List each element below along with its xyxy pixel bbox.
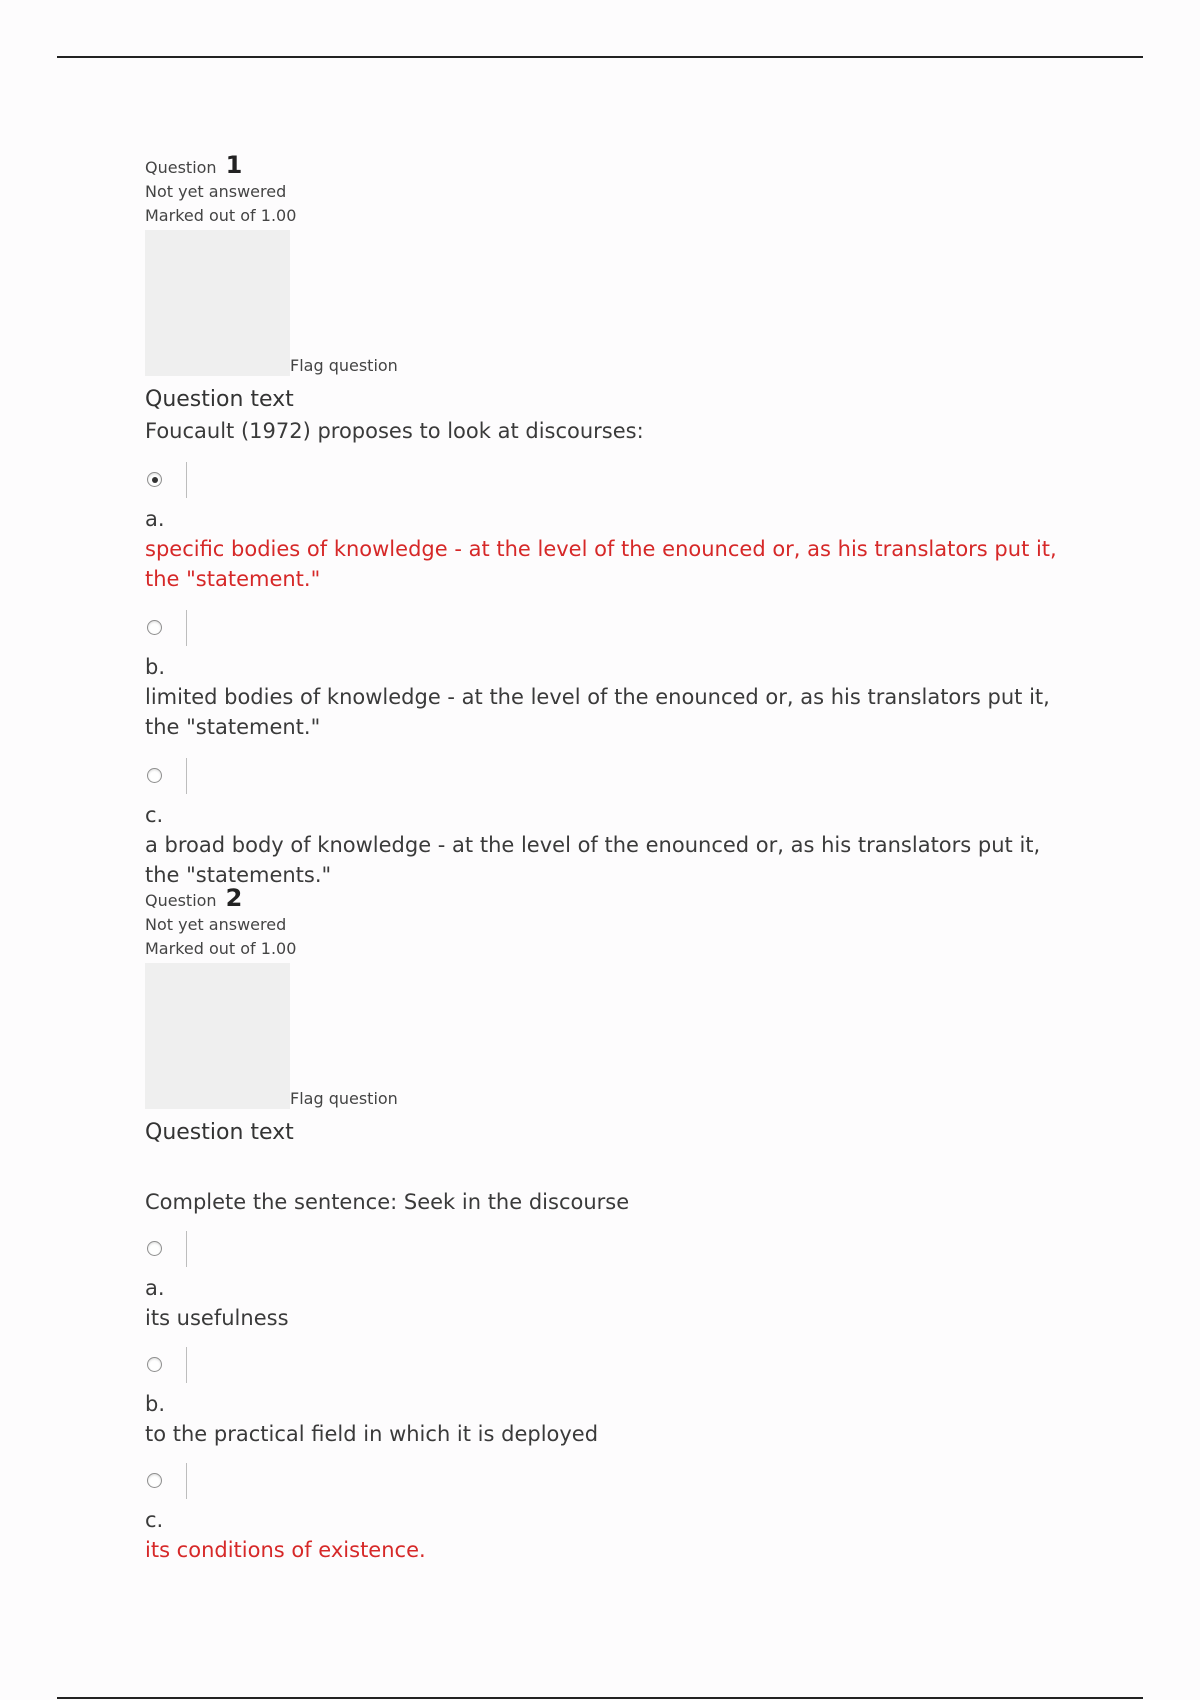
flag-row <box>145 230 1065 376</box>
radio-divider <box>186 758 187 794</box>
answer-letter: c. <box>145 803 164 827</box>
question-label: Question <box>145 158 217 177</box>
answer-option-c <box>145 1463 1065 1565</box>
question-prompt: Complete the sentence: Seek in the discourse <box>145 1190 630 1214</box>
flag-icon[interactable] <box>145 230 290 376</box>
question-number-line <box>145 883 1065 913</box>
answer-letter: b. <box>145 655 166 679</box>
answer-option-c <box>145 758 1065 890</box>
flag-row <box>145 963 1065 1109</box>
question-label: Question <box>145 891 217 910</box>
answer-option-b <box>145 1347 1065 1449</box>
radio-row <box>145 1463 1065 1499</box>
question-state: Not yet answered <box>145 182 287 201</box>
question-number: 1 <box>225 151 243 179</box>
answer-letter: c. <box>145 1508 164 1532</box>
question-prompt: Foucault (1972) proposes to look at discourses: <box>145 419 644 443</box>
flag-question-link[interactable]: Flag question <box>290 356 398 375</box>
answer-letter: b. <box>145 1392 166 1416</box>
answer-option-b <box>145 610 1065 742</box>
answer-text[interactable]: limited bodies of knowledge - at the level of the enounced or, as his translators put it, the "statement." <box>145 685 1050 739</box>
answer-letter: a. <box>145 1276 165 1300</box>
answer-text[interactable]: a broad body of knowledge - at the level of the enounced or, as his translators put it, the "statements." <box>145 833 1041 887</box>
answer-option-a <box>145 462 1065 594</box>
radio-row <box>145 758 1065 794</box>
radio-row <box>145 610 1065 646</box>
answer-text[interactable]: its conditions of existence. <box>145 1538 426 1562</box>
question-text-heading: Question text <box>145 387 294 412</box>
flag-icon[interactable] <box>145 963 290 1109</box>
radio-divider <box>186 610 187 646</box>
radio-divider <box>186 1347 187 1383</box>
question-grade: Marked out of 1.00 <box>145 206 297 225</box>
answer-radio-b[interactable] <box>147 620 162 635</box>
question-number: 2 <box>225 884 243 912</box>
answer-radio-b[interactable] <box>147 1357 162 1372</box>
question-grade: Marked out of 1.00 <box>145 939 297 958</box>
radio-row <box>145 1347 1065 1383</box>
answer-text[interactable]: to the practical field in which it is deployed <box>145 1422 599 1446</box>
answer-radio-c[interactable] <box>147 768 162 783</box>
radio-row <box>145 1231 1065 1267</box>
radio-divider <box>186 462 187 498</box>
answer-radio-a[interactable] <box>147 472 162 487</box>
question-number-line <box>145 150 1065 180</box>
radio-divider <box>186 1463 187 1499</box>
flag-question-link[interactable]: Flag question <box>290 1089 398 1108</box>
question-1 <box>145 150 1065 890</box>
answer-letter: a. <box>145 507 165 531</box>
radio-divider <box>186 1231 187 1267</box>
answer-text[interactable]: its usefulness <box>145 1306 289 1330</box>
answer-text[interactable]: specific bodies of knowledge - at the level of the enounced or, as his translators put it, the "statement." <box>145 537 1057 591</box>
question-text-heading: Question text <box>145 1120 294 1145</box>
bottom-rule <box>57 1697 1143 1699</box>
question-state: Not yet answered <box>145 915 287 934</box>
answer-radio-a[interactable] <box>147 1241 162 1256</box>
answer-option-a <box>145 1231 1065 1333</box>
question-2 <box>145 883 1065 1565</box>
top-rule <box>57 56 1143 58</box>
radio-row <box>145 462 1065 498</box>
answer-radio-c[interactable] <box>147 1473 162 1488</box>
